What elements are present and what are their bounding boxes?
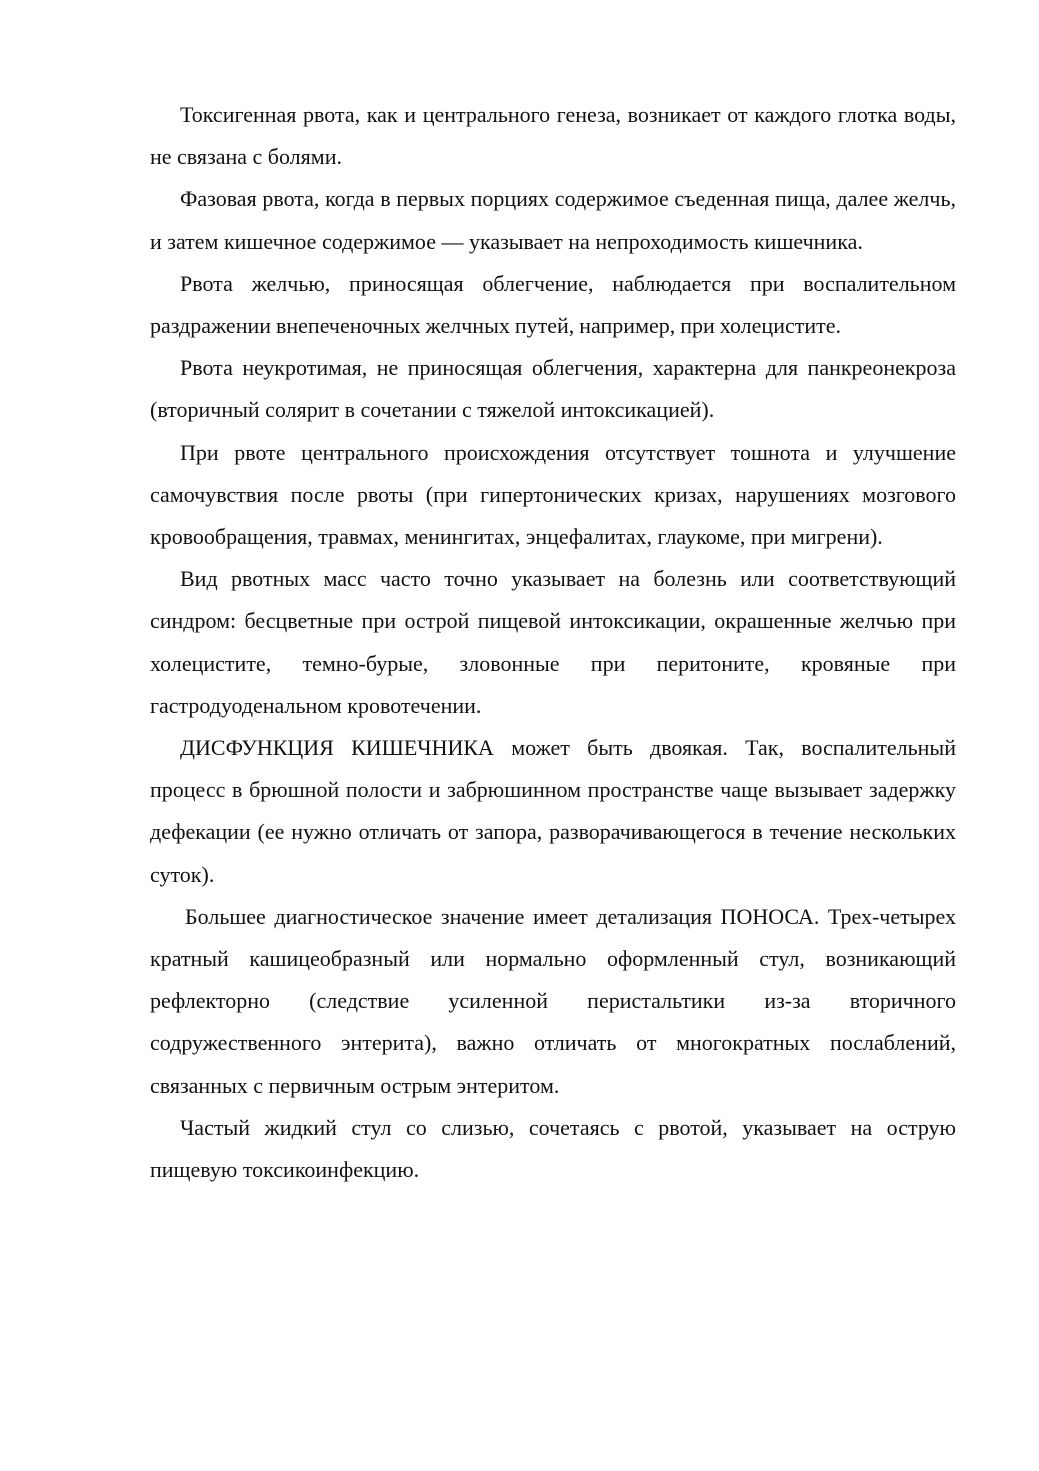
paragraph-toxigenic-vomiting: Токсигенная рвота, как и центрального генеза, возникает от каждого глотка воды, не связана с болями. — [150, 102, 956, 170]
paragraph-bile-vomiting: Рвота желчью, приносящая облегчение, наблюдается при воспалительном раздражении внепеченочных желчных путей, например, при холецистите. — [150, 270, 956, 339]
paragraph-central-vomiting: При рвоте центрального происхождения отсутствует тошнота и улучшение самочувствия после рвоты (при гипертонических кризах, нарушениях мозгового кровообращения, травмах, менингитах, энцефалитах, глаукоме, при мигрени). — [150, 439, 956, 550]
paragraph-phase-vomiting: Фазовая рвота, когда в первых порциях содержимое съеденная пища, далее желчь, и затем кишечное содержимое — указывает на непроходимость кишечника. — [150, 186, 956, 254]
paragraph-vomit-appearance: Вид рвотных масс часто точно указывает на болезнь или соответствующий синдром: бесцветные при острой пищевой интоксикации, окрашенные желчью при холецистите, темно-бурые, зловонные при перитоните, кровяные при гастродуоденальном кровотечении. — [150, 566, 956, 718]
paragraph-toxicoinfection: Частый жидкий стул со слизью, сочетаясь с рвотой, указывает на острую пищевую токсикоинфекцию. — [150, 1114, 956, 1183]
paragraph-bowel-dysfunction: ДИСФУНКЦИЯ КИШЕЧНИКА может быть двоякая. Так, воспалительный процесс в брюшной полости и забрюшинном пространстве чаще вызывает задержку дефекации (ее нужно отличать от запора, разворачивающегося в течение нескольких суток). — [150, 735, 956, 887]
paragraph-diarrhea-detail: Большее диагностическое значение имеет детализация ПОНОСА. Трех-четырех кратный кашицеобразный или нормально оформленный стул, возникающий рефлекторно (следствие усиленной перистальтики из-за вторичного содружественного энтерита), важно отличать от многократных послаблений, связанных с первичным острым энтеритом. — [150, 903, 956, 1098]
document-page — [150, 94, 956, 1191]
paragraph-intractable-vomiting: Рвота неукротимая, не приносящая облегчения, характерна для панкреонекроза (вторичный солярит в сочетании с тяжелой интоксикацией). — [150, 355, 956, 423]
